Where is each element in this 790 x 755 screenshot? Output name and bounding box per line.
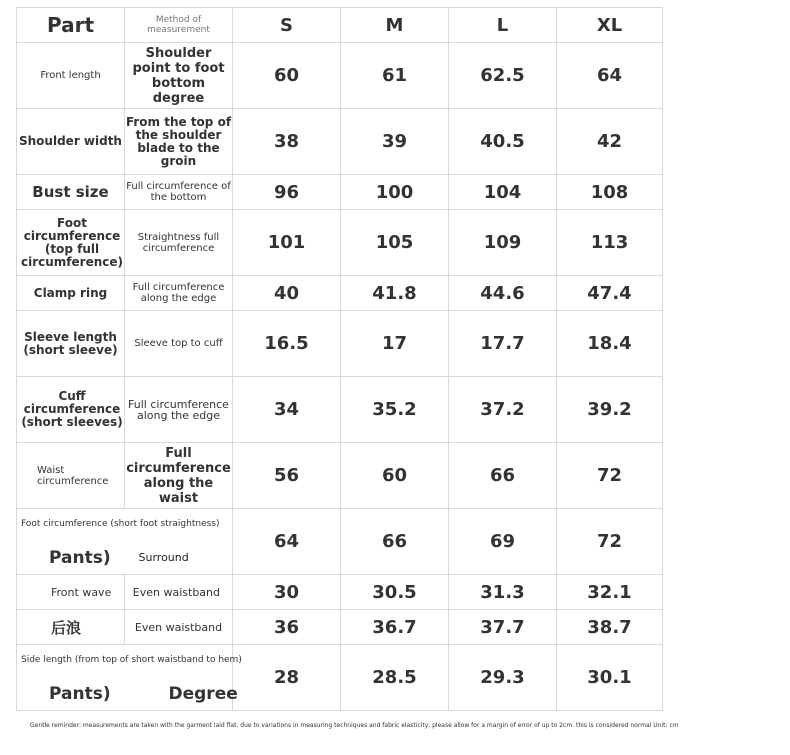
value-m: 28.5 xyxy=(341,645,449,711)
table-row xyxy=(17,210,663,276)
row-part: Waist circumference xyxy=(17,443,125,509)
table-row xyxy=(17,109,663,175)
table-row xyxy=(17,443,663,509)
table-row xyxy=(17,311,663,377)
header-part: Part xyxy=(17,8,125,43)
size-chart-table xyxy=(16,7,663,711)
value-m: 30.5 xyxy=(341,575,449,610)
value-s: 36 xyxy=(233,610,341,645)
row-part: Cuff circumference (short sleeves) xyxy=(17,377,125,443)
value-xl: 113 xyxy=(557,210,663,276)
row-part: Front length xyxy=(17,43,125,109)
value-l: 17.7 xyxy=(449,311,557,377)
table-row xyxy=(17,43,663,109)
table-row xyxy=(17,575,663,610)
header-row xyxy=(17,8,663,43)
row-part-note: Side length (from top of short waistband to hem) xyxy=(21,655,242,665)
value-m: 100 xyxy=(341,175,449,210)
row-part-note: Foot circumference (short foot straightness) xyxy=(21,519,220,529)
value-s: 16.5 xyxy=(233,311,341,377)
row-part: Pants) xyxy=(49,548,111,568)
value-s: 64 xyxy=(233,509,341,575)
value-l: 29.3 xyxy=(449,645,557,711)
header-size-s: S xyxy=(233,8,341,43)
value-m: 66 xyxy=(341,509,449,575)
value-l: 69 xyxy=(449,509,557,575)
value-l: 37.2 xyxy=(449,377,557,443)
value-m: 17 xyxy=(341,311,449,377)
row-method: Full circumference along the waist xyxy=(125,443,233,509)
header-method: Method of measurement xyxy=(125,8,233,43)
row-method: Sleeve top to cuff xyxy=(125,311,233,377)
row-method: Surround xyxy=(138,551,189,564)
value-l: 44.6 xyxy=(449,276,557,311)
table-row xyxy=(17,610,663,645)
row-method: Shoulder point to foot bottom degree xyxy=(125,43,233,109)
measurement-note: Gentle reminder: measurements are taken with the garment laid flat. due to variations in measuring techniques and fabric elasticity, please allow for a margin of error of up to 2cm. this is considered normal Unit: cm xyxy=(30,722,679,729)
value-xl: 38.7 xyxy=(557,610,663,645)
value-xl: 72 xyxy=(557,509,663,575)
table-row xyxy=(17,276,663,311)
value-xl: 30.1 xyxy=(557,645,663,711)
header-size-xl: XL xyxy=(557,8,663,43)
value-s: 96 xyxy=(233,175,341,210)
row-part: Foot circumference (top full circumference) xyxy=(17,210,125,276)
row-part: Front wave xyxy=(17,575,125,610)
value-m: 41.8 xyxy=(341,276,449,311)
table-row xyxy=(17,175,663,210)
row-method: Even waistband xyxy=(125,575,233,610)
row-method-cell xyxy=(125,509,233,575)
value-m: 105 xyxy=(341,210,449,276)
row-part: Clamp ring xyxy=(17,276,125,311)
value-xl: 18.4 xyxy=(557,311,663,377)
value-l: 66 xyxy=(449,443,557,509)
value-m: 61 xyxy=(341,43,449,109)
row-method: Full circumference along the edge xyxy=(125,377,233,443)
value-s: 60 xyxy=(233,43,341,109)
row-method: From the top of the shoulder blade to the groin xyxy=(125,109,233,175)
value-l: 62.5 xyxy=(449,43,557,109)
value-l: 109 xyxy=(449,210,557,276)
value-l: 31.3 xyxy=(449,575,557,610)
value-xl: 108 xyxy=(557,175,663,210)
value-m: 60 xyxy=(341,443,449,509)
value-m: 39 xyxy=(341,109,449,175)
header-size-m: M xyxy=(341,8,449,43)
row-method: Full circumference of the bottom xyxy=(125,175,233,210)
value-xl: 72 xyxy=(557,443,663,509)
value-l: 37.7 xyxy=(449,610,557,645)
row-part: Bust size xyxy=(17,175,125,210)
value-s: 34 xyxy=(233,377,341,443)
row-part: 后浪 xyxy=(17,610,125,645)
table-row xyxy=(17,645,663,711)
value-s: 56 xyxy=(233,443,341,509)
value-m: 36.7 xyxy=(341,610,449,645)
row-method: Full circumference along the edge xyxy=(125,276,233,311)
row-method: Degree xyxy=(168,684,238,704)
value-s: 38 xyxy=(233,109,341,175)
table-row xyxy=(17,509,663,575)
value-s: 30 xyxy=(233,575,341,610)
value-s: 40 xyxy=(233,276,341,311)
row-method: Even waistband xyxy=(125,610,233,645)
value-l: 104 xyxy=(449,175,557,210)
row-part: Pants) xyxy=(49,684,111,704)
row-part: Sleeve length (short sleeve) xyxy=(17,311,125,377)
table-row xyxy=(17,377,663,443)
value-l: 40.5 xyxy=(449,109,557,175)
value-xl: 64 xyxy=(557,43,663,109)
row-method: Straightness full circumference xyxy=(125,210,233,276)
value-m: 35.2 xyxy=(341,377,449,443)
value-xl: 47.4 xyxy=(557,276,663,311)
row-part: Shoulder width xyxy=(17,109,125,175)
value-xl: 32.1 xyxy=(557,575,663,610)
value-xl: 42 xyxy=(557,109,663,175)
value-s: 28 xyxy=(233,645,341,711)
value-xl: 39.2 xyxy=(557,377,663,443)
value-s: 101 xyxy=(233,210,341,276)
header-size-l: L xyxy=(449,8,557,43)
